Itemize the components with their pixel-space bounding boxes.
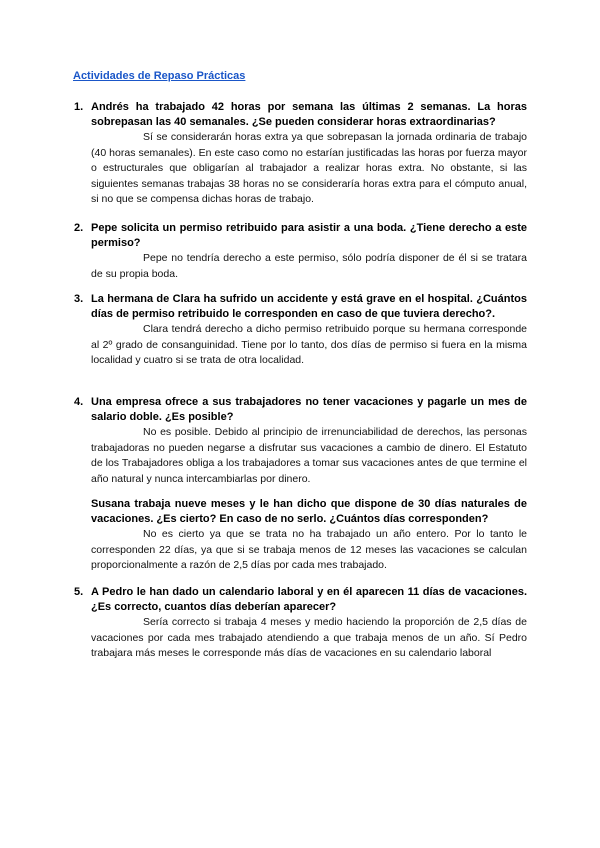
exercise-question: La hermana de Clara ha sufrido un accidente y está grave en el hospital. ¿Cuántos días de permiso retribuido le corresponden en caso de que tuviera derecho?.	[91, 293, 527, 320]
exercise-answer: Sería correcto si trabaja 4 meses y medio haciendo la proporción de 2,5 días de vacaciones por cada mes trabajado atendiendo a que trabaja menos de un año. Sí Pedro trabajara más meses le corresponde más días de vacaciones en su calendario laboral	[91, 616, 527, 659]
exercise-4-extra	[91, 497, 527, 574]
exercise-number: 4.	[74, 396, 84, 408]
exercise-question: Una empresa ofrece a sus trabajadores no tener vacaciones y pagarle un mes de salario doble. ¿Es posible?	[91, 396, 527, 423]
exercise-number: 1.	[74, 101, 84, 113]
document-title: Actividades de Repaso Prácticas	[73, 70, 246, 82]
exercise-number: 2.	[74, 222, 84, 234]
exercise-number: 5.	[74, 586, 84, 598]
exercise-answer: No es posible. Debido al principio de irrenunciabilidad de derechos, las personas trabajadoras no pueden negarse a disfrutar sus vacaciones a cambio de dinero. El Estatuto de los Trabajadores obliga a los trabajadores a tomar sus vacaciones antes de que termine el año natural y nunca intercambiarlas por dinero.	[91, 426, 527, 485]
exercise-answer: Sí se considerarán horas extra ya que sobrepasan la jornada ordinaria de trabajo (40 horas semanales). En este caso como no estarían justificadas las horas por fuerza mayor o estructurales que obligarían al trabajador a realizar horas extra. No obstante, si las siguientes semanas trabajas 38 horas no se consideraría horas extra para el cómputo anual, si no que se compensa dichas horas de trabajo.	[91, 131, 527, 205]
exercise-3	[74, 292, 527, 369]
exercise-answer: Clara tendrá derecho a dicho permiso retribuido porque su hermana corresponde al 2º grado de consanguinidad. Tiene por lo tanto, dos días de permiso si fuera en la misma localidad y cuatro si se trata de otra localidad.	[91, 323, 527, 366]
exercise-4	[74, 395, 527, 487]
exercise-2	[74, 221, 527, 282]
exercise-number: 3.	[74, 293, 84, 305]
exercise-question: Susana trabaja nueve meses y le han dicho que dispone de 30 días naturales de vacaciones. ¿Es cierto? En caso de no serlo. ¿Cuántos días corresponden?	[91, 498, 527, 525]
exercise-answer: No es cierto ya que se trata no ha trabajado un año entero. Por lo tanto le corresponden 22 días, ya que si se trabaja menos de 12 meses las vacaciones se calculan proporcionalmente a razón de 2,5 días por cada mes trabajado.	[91, 528, 527, 571]
exercise-question: Andrés ha trabajado 42 horas por semana las últimas 2 semanas. La horas sobrepasan las 40 semanales. ¿Se pueden considerar horas extraordinarias?	[91, 101, 527, 128]
exercise-5	[74, 585, 527, 662]
exercise-question: Pepe solicita un permiso retribuido para asistir a una boda. ¿Tiene derecho a este permiso?	[91, 222, 527, 249]
exercise-answer: Pepe no tendría derecho a este permiso, sólo podría disponer de él si se tratara de su propia boda.	[91, 252, 527, 280]
exercise-1	[74, 100, 527, 208]
exercise-question: A Pedro le han dado un calendario laboral y en él aparecen 11 días de vacaciones. ¿Es correcto, cuantos días deberían aparecer?	[91, 586, 527, 613]
